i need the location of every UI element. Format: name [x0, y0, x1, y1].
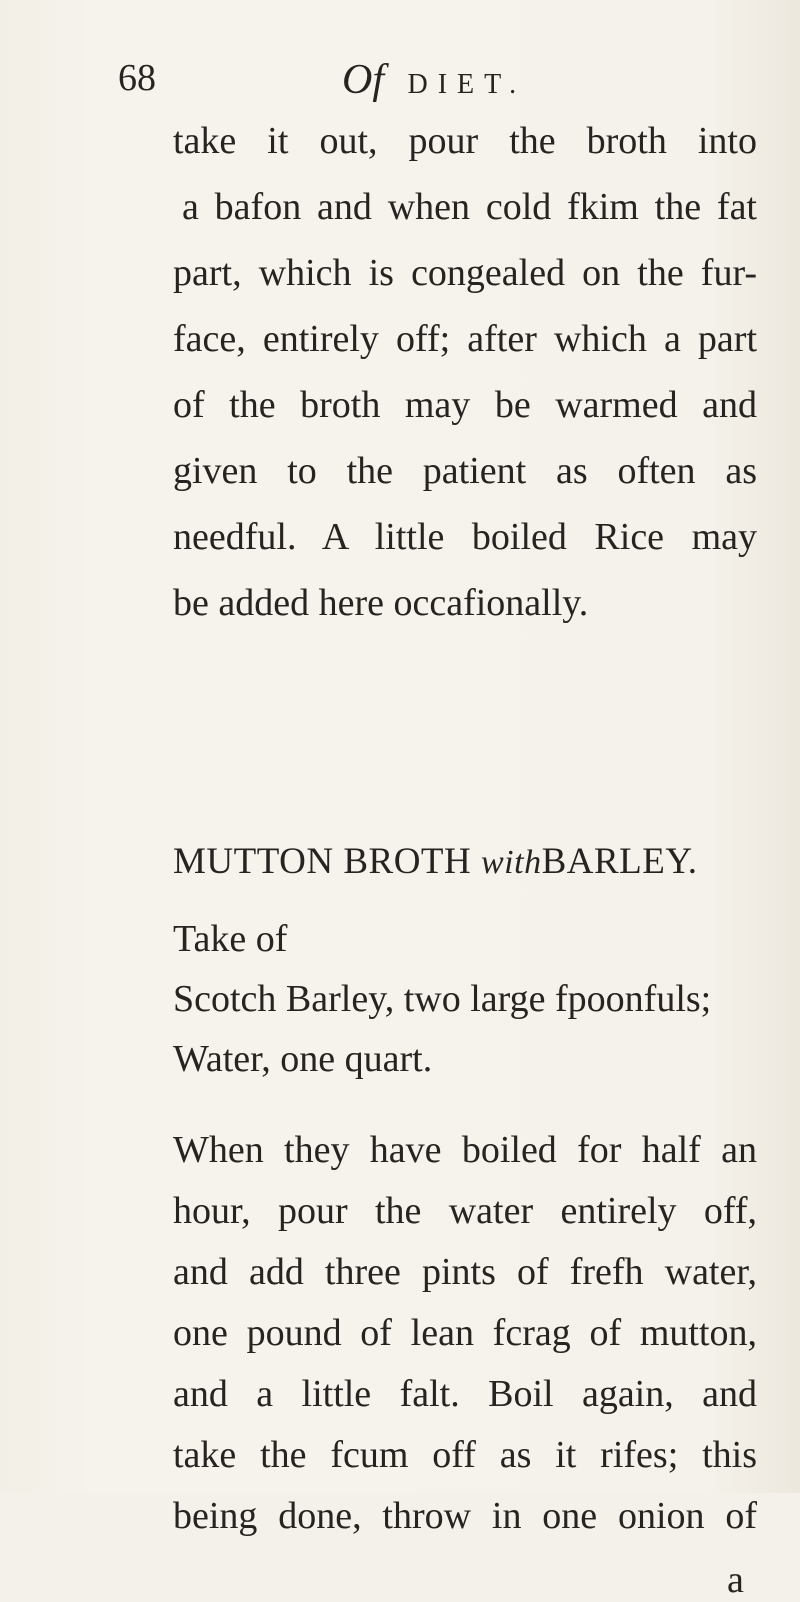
heading-with: with [481, 844, 542, 881]
take-of-line: Take of [173, 918, 288, 960]
running-head-title: DIET. [407, 69, 527, 100]
text-line: of the broth may be warmed and [173, 384, 757, 426]
page-header [0, 48, 800, 108]
text-line: take it out, pour the broth into [173, 120, 757, 162]
text-line: being done, throw in one onion of [173, 1495, 757, 1537]
heading-part-1: MUTTON BROTH [173, 841, 472, 882]
heading-part-2: BARLEY. [541, 841, 698, 882]
text-line: part, which is congealed on the fur- [173, 252, 757, 294]
text-line: When they have boiled for half an [173, 1129, 757, 1171]
text-line: given to the patient as often as [173, 450, 757, 492]
page-number: 68 [118, 57, 156, 99]
text-line: take the fcum off as it rifes; this [173, 1434, 757, 1476]
text-line: hour, pour the water entirely off, [173, 1190, 757, 1232]
text-line: face, entirely off; after which a part [173, 318, 757, 360]
ingredient-line: Water, one quart. [173, 1038, 433, 1080]
text-line: needful. A little boiled Rice may [173, 516, 757, 558]
running-head-of: Of [342, 57, 384, 103]
section-heading [173, 840, 698, 883]
text-line: a bafon and when cold fkim the fat [182, 186, 757, 228]
running-head [342, 56, 526, 104]
text-line: one pound of lean fcrag of mutton, [173, 1312, 757, 1354]
ingredient-line: Scotch Barley, two large fpoonfuls; [173, 978, 712, 1020]
catchword: a [727, 1559, 744, 1601]
text-line: be added here occafionally. [173, 582, 589, 624]
text-line: and a little falt. Boil again, and [173, 1373, 757, 1415]
text-line: and add three pints of frefh water, [173, 1251, 757, 1293]
